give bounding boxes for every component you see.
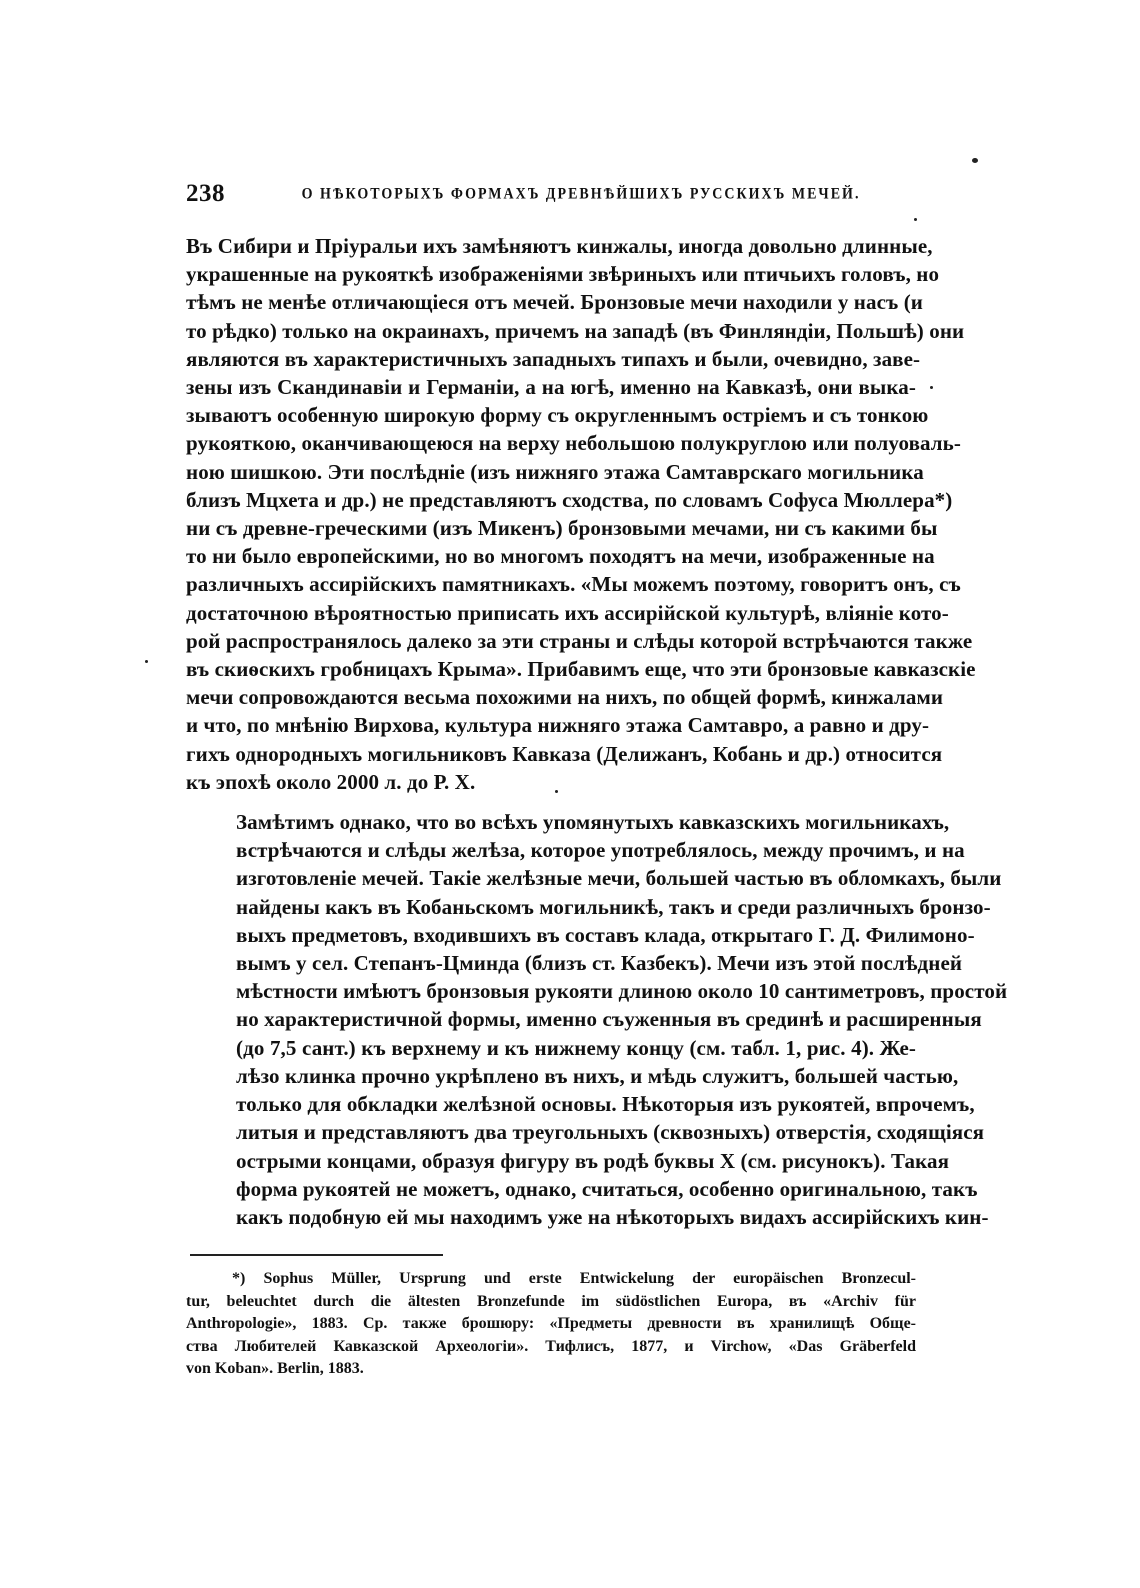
text-line: рой распространялось далеко за эти страны и слѣды которой встрѣчаются также xyxy=(186,628,973,653)
page-number: 238 xyxy=(186,180,225,207)
footnote-line: tur, beleuchtet durch die ältesten Bronzefunde im südöstlichen Europa, въ «Archiv für xyxy=(186,1292,916,1310)
text-line: то ни было европейскими, но во многомъ походятъ на мечи, изображенные на xyxy=(186,544,935,569)
footnote-line: von Koban». Berlin, 1883. xyxy=(186,1360,364,1377)
text-line: различныхъ ассирійскихъ памятникахъ. «Мы можемъ поэтому, говоритъ онъ, съ xyxy=(186,572,961,597)
text-line: вымъ у сел. Степанъ-Цминда (близъ ст. Казбекъ). Мечи изъ этой послѣдней xyxy=(236,951,963,976)
text-line: къ эпохѣ около 2000 л. до Р. Х. xyxy=(186,769,476,794)
text-line: ною шишкою. Эти послѣдніе (изъ нижняго этажа Самтаврскаго могильника xyxy=(186,459,924,484)
paragraph-1 xyxy=(186,232,976,796)
scan-speck xyxy=(914,218,917,221)
text-line: и что, по мнѣнію Вирхова, культура нижняго этажа Самтавро, а равно и дру- xyxy=(186,713,930,738)
scan-speck xyxy=(930,386,933,389)
text-line: найдены какъ въ Кобаньскомъ могильникѣ, такъ и среди различныхъ бронзо- xyxy=(236,894,991,919)
text-line: только для обкладки желѣзной основы. Нѣкоторыя изъ рукоятей, впрочемъ, xyxy=(236,1092,975,1117)
scan-speck xyxy=(972,158,978,163)
text-line: Замѣтимъ однако, что во всѣхъ упомянутыхъ кавказскихъ могильникахъ, xyxy=(236,810,950,835)
footnote-rule xyxy=(190,1254,443,1256)
text-line: тѣмъ не менѣе отличающіеся отъ мечей. Бронзовые мечи находили у насъ (и xyxy=(186,290,924,315)
paragraph-2 xyxy=(186,808,1008,1231)
running-title: О НѢКОТОРЫХЪ ФОРМАХЪ ДРЕВНѢЙШИХЪ РУССКИХЪ МЕЧЕЙ. xyxy=(301,186,861,204)
text-line: зываютъ особенную широкую форму съ округленнымъ остріемъ и съ тонкою xyxy=(186,403,929,428)
text-line: ни съ древне-греческими (изъ Микенъ) бронзовыми мечами, ни съ какими бы xyxy=(186,516,938,541)
text-line: какъ подобную ей мы находимъ уже на нѣкоторыхъ видахъ ассирійскихъ кин- xyxy=(236,1204,989,1229)
scan-speck xyxy=(145,660,148,663)
text-line: (до 7,5 сант.) къ верхнему и къ нижнему концу (см. табл. 1, рис. 4). Же- xyxy=(236,1035,916,1060)
text-line: являются въ характеристичныхъ западныхъ типахъ и были, очевидно, заве- xyxy=(186,346,921,371)
text-line: литыя и представляютъ два треугольныхъ (сквозныхъ) отверстія, сходящіяся xyxy=(236,1120,985,1145)
text-line: мечи сопровождаются весьма похожими на нихъ, по общей формѣ, кинжалами xyxy=(186,685,944,710)
text-line: въ скиѳскихъ гробницахъ Крыма». Прибавимъ еще, что эти бронзовые кавказскіе xyxy=(186,657,976,682)
text-line: мѣстности имѣютъ бронзовыя рукояти длиною около 10 сантиметровъ, простой xyxy=(236,979,1008,1004)
footnote-line: Anthropologie», 1883. Ср. также брошюру: «Предметы древности въ хранилищѣ Обще- xyxy=(186,1315,916,1332)
text-line: украшенные на рукояткѣ изображеніями звѣриныхъ или птичьихъ головъ, но xyxy=(186,262,940,287)
text-line: близъ Мцхета и др.) не представляютъ сходства, по словамъ Софуса Мюллера*) xyxy=(186,487,953,512)
footnote-line: *) Sophus Müller, Ursprung und erste Entwickelung der europäischen Bronzecul- xyxy=(232,1270,916,1287)
footnote-line: ства Любителей Кавказской Археологіи». Тифлисъ, 1877, и Virchow, «Das Gräberfeld xyxy=(186,1337,916,1355)
text-line: то рѣдко) только на окраинахъ, причемъ на западѣ (въ Финляндіи, Польшѣ) они xyxy=(186,318,965,343)
text-line: выхъ предметовъ, входившихъ въ составъ клада, открытаго Г. Д. Филимоно- xyxy=(236,922,975,947)
text-line: острыми концами, образуя фигуру въ родѣ буквы Х (см. рисунокъ). Такая xyxy=(236,1148,950,1173)
text-line: но характеристичной формы, именно съуженныя въ срединѣ и расширенныя xyxy=(236,1007,982,1032)
text-line: форма рукоятей не можетъ, однако, считаться, особенно оригинальною, такъ xyxy=(236,1176,978,1201)
main-text xyxy=(186,232,1008,1231)
page-header xyxy=(186,180,916,220)
text-line: зены изъ Скандинавіи и Германіи, а на югѣ, именно на Кавказѣ, они выка- xyxy=(186,375,916,400)
text-line: гихъ однородныхъ могильниковъ Кавказа (Делижанъ, Кобань и др.) относится xyxy=(186,741,943,766)
scan-speck xyxy=(555,790,558,793)
footnote xyxy=(186,1268,916,1381)
text-line: рукояткою, оканчивающеюся на верху небольшою полукруглою или полуоваль- xyxy=(186,431,961,456)
text-line: Въ Сибири и Пріуральи ихъ замѣняютъ кинжалы, иногда довольно длинные, xyxy=(186,234,933,258)
text-line: изготовленіе мечей. Такіе желѣзные мечи, большей частью въ обломкахъ, были xyxy=(236,866,1002,891)
text-line: лѣзо клинка прочно укрѣплено въ нихъ, и мѣдь служитъ, большей частью, xyxy=(236,1063,959,1088)
text-line: встрѣчаются и слѣды желѣза, которое употреблялось, между прочимъ, и на xyxy=(236,838,965,863)
text-line: достаточною вѣроятностью приписать ихъ ассирійской культурѣ, вліяніе кото- xyxy=(186,600,949,625)
